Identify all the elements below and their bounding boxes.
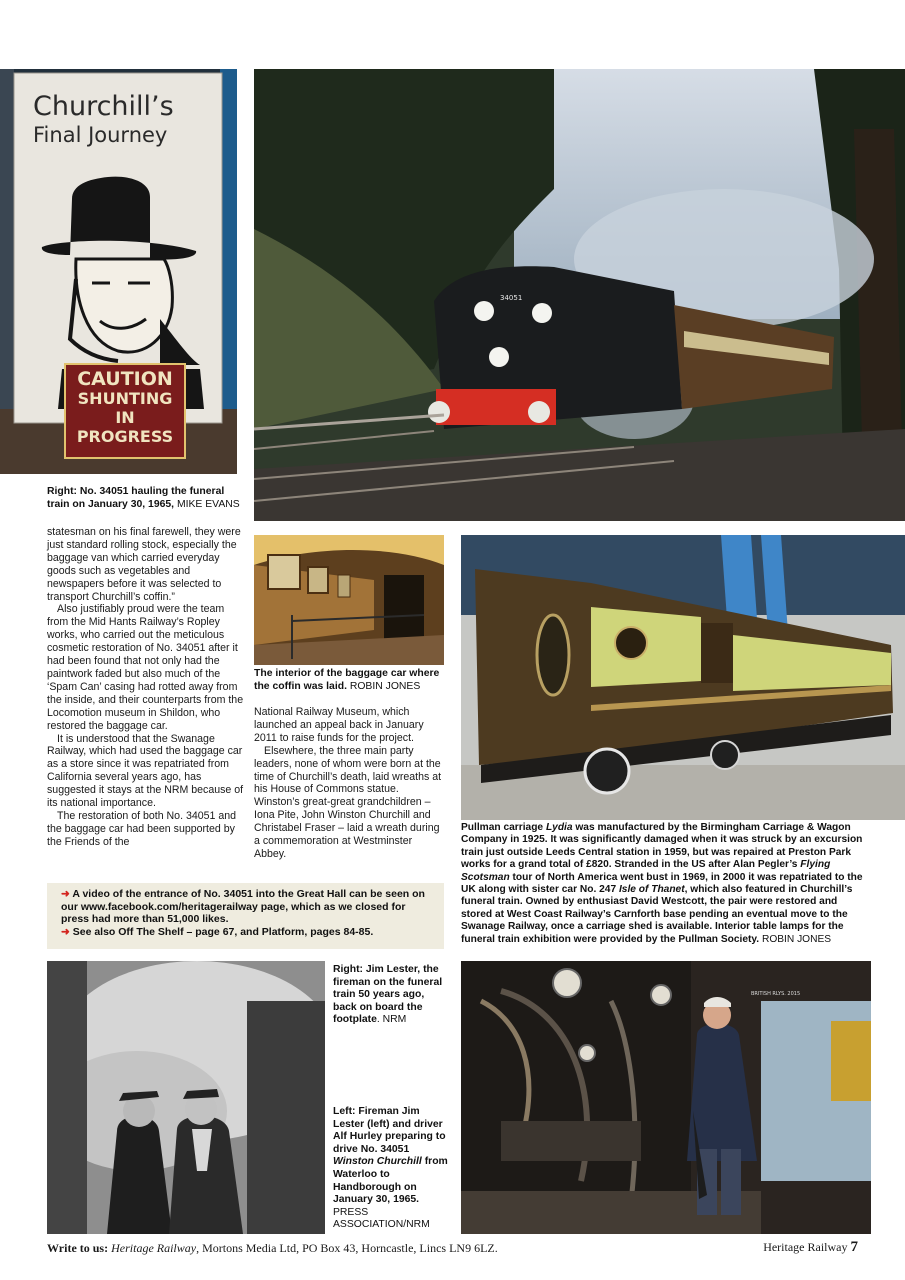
column1-paragraph-4: The restoration of both No. 34051 and the baggage car had been supported by the Friends of the [47, 809, 237, 848]
footer-magazine: Heritage Railway [111, 1241, 197, 1255]
footer-page-info [700, 1239, 858, 1256]
loco-number-plate: 34051 [500, 294, 523, 302]
footer-publication: Heritage Railway [763, 1240, 848, 1254]
caption-pullman-text-a: Pullman carriage [461, 822, 546, 833]
caption-pullman-italic-c: Isle of Thanet [618, 884, 685, 896]
pullman-carriage-photo [461, 535, 905, 820]
arrow-right-icon: ➜ [61, 888, 70, 900]
caption-funeral-train-credit: MIKE EVANS [176, 498, 240, 510]
caution-line3: IN [115, 408, 135, 427]
sign-title-line2: Final Journey [33, 123, 168, 147]
caption-jim-lester-text: Right: Jim Lester, the fireman on the funeral train 50 years ago, back on board the footplate [333, 964, 443, 1026]
funeral-train-photo [254, 69, 905, 521]
caption-fireman-driver [333, 1106, 448, 1232]
caption-pullman-text-d: , which also featured in Churchill’s funeral train. Owned by enthusiast David Westcott, the pair were restored and stored at West Coast Railway’s Carnforth base pending an eventual move to the Swanage Railway, once a carriage shed is available. Interior table lamps for the funeral train exhibition were provided by the Pullman Society. [461, 884, 853, 945]
caption-fireman-driver-text-a: Left: Fireman Jim Lester (left) and driver Alf Hurley preparing to drive No. 34051 [333, 1106, 446, 1155]
footer-contact [47, 1241, 647, 1256]
caption-jim-lester-credit: . NRM [376, 1014, 407, 1026]
footer-write-label: Write to us: [47, 1241, 109, 1255]
sign-title [33, 91, 213, 148]
caution-line1: CAUTION [77, 368, 173, 390]
caption-fireman-driver-credit: PRESS ASSOCIATION/NRM [333, 1206, 430, 1231]
column2-paragraph-2: Elsewhere, the three main party leaders, none of whom were born at the time of Churchill’s death, laid wreaths at his House of Commons statue. Winston’s great-great grandchildren – Iona Pite, John Winston Churchill and Christabel Fraser – laid a wreath during a commemoration at Westminster Abbey. [254, 744, 442, 860]
article-column-1 [47, 526, 247, 849]
caption-baggage-interior [254, 668, 444, 693]
caption-jim-lester [333, 964, 448, 1027]
caption-fireman-driver-text-b: from Waterloo to Handborough on January 30, 1965. [333, 1156, 448, 1206]
footer-address: , Mortons Media Ltd, PO Box 43, Horncastle, Lincs LN9 6LZ. [196, 1241, 498, 1255]
sign-title-line1: Churchill’s [33, 91, 174, 122]
column1-paragraph-3: It is understood that the Swanage Railway, which had used the baggage car as a store since it was repatriated from California several years ago, has suggested it stays at the NRM because of its national importance. [47, 732, 244, 810]
cab-plate: BRITISH RLYS. 2015 [751, 991, 801, 997]
note-line-1 [61, 888, 432, 926]
caption-pullman-text-b: was manufactured by the Birmingham Carriage & Wagon Company in 1925. It was significantly damaged when it was struck by an excursion train just outside Leeds Central station in 1959, but was repaired at Preston Park works for a grand total of £820. Stranded in the US after Alan Pegler’s [461, 822, 863, 871]
jim-lester-cab-photo [461, 961, 871, 1234]
caution-line4: PROGRESS [76, 427, 174, 446]
fireman-driver-photo [47, 961, 325, 1234]
column1-paragraph-1: statesman on his final farewell, they were just standard rolling stock, especially the baggage van which carried everyday goods such as vegetables and newspapers before it was selected to transport Churchill’s coffin.” [47, 526, 241, 603]
caption-baggage-interior-text: The interior of the baggage car where the coffin was laid. [254, 668, 440, 692]
note-line-2-text: See also Off The Shelf – page 67, and Platform, pages 84-85. [72, 925, 374, 938]
caption-pullman-italic-a: Lydia [545, 822, 573, 833]
caption-baggage-interior-credit: ROBIN JONES [349, 680, 421, 692]
arrow-right-icon: ➜ [61, 925, 70, 938]
caution-sign [64, 363, 186, 459]
video-note-box [47, 883, 444, 949]
column1-paragraph-2: Also justifiably proud were the team from the Mid Hants Railway’s Ropley works, who carried out the meticulous cosmetic restoration of No. 34051 after it had been found that not only had the paintwork faded but also much of the ‘Spam Can’ casing had rotted away from the inside, and their counterparts from the Locomotion museum in Shildon, who restored the baggage car. [47, 603, 244, 732]
note-line-2 [61, 926, 432, 939]
caption-fireman-driver-italic: Winston Churchill [333, 1156, 422, 1168]
note-line-1-text[interactable]: A video of the entrance of No. 34051 into the Great Hall can be seen on our www.facebook.com/heritagerailway page, which as we closed for press had more than 51,000 likes. [61, 888, 425, 926]
caution-line2: SHUNTING [77, 389, 173, 408]
page-number: 7 [850, 1239, 858, 1255]
caption-pullman-text-c: tour of North America went bust in 1969, in 2000 it was repatriated to the UK along with sister car No. 247 [461, 871, 863, 896]
caption-pullman-credit: ROBIN JONES [761, 933, 832, 945]
caption-funeral-train-text: Right: No. 34051 hauling the funeral train on January 30, 1965, [47, 486, 225, 510]
caption-funeral-train [47, 486, 247, 511]
churchill-sign-photo [0, 69, 237, 474]
baggage-car-interior-photo [254, 535, 444, 665]
caption-pullman-italic-b: Flying Scotsman [461, 859, 831, 883]
column2-paragraph-1: National Railway Museum, which launched an appeal back in January 2011 to raise funds for the project. [254, 706, 424, 744]
caption-pullman-carriage [461, 822, 871, 946]
article-column-2 [254, 706, 444, 861]
